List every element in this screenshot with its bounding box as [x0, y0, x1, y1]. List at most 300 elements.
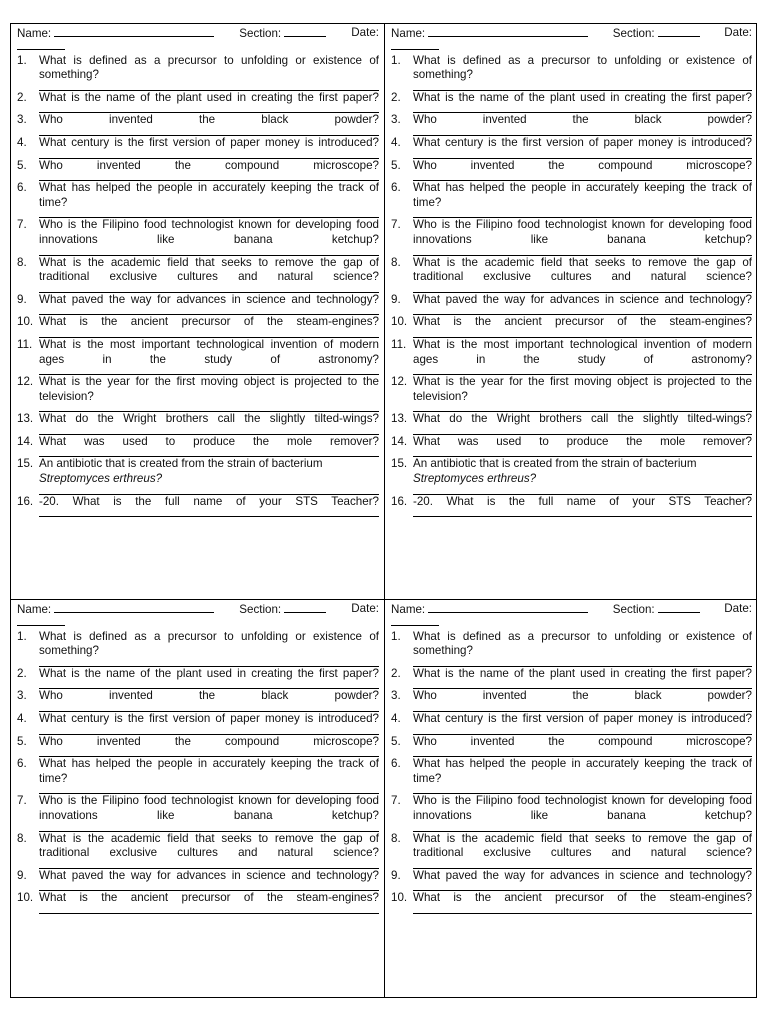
question-item: [391, 435, 752, 458]
name-label: Name:: [17, 603, 52, 616]
answer-line[interactable]: [413, 427, 752, 435]
name-label: Name:: [391, 603, 426, 616]
question-body: [413, 667, 752, 690]
question-number: 16.: [17, 494, 34, 508]
question-item: [391, 757, 752, 794]
question-number: 9.: [391, 868, 401, 882]
question-item: [391, 181, 752, 218]
bacterium-name: Streptomyces erthreus?: [413, 472, 537, 486]
answer-line[interactable]: [39, 906, 379, 914]
answer-line[interactable]: [39, 727, 379, 735]
answer-line[interactable]: [39, 210, 379, 218]
name-field[interactable]: [54, 26, 214, 37]
question-text: What is defined as a precursor to unfolding or existence of something?: [413, 629, 752, 658]
question-item: [17, 315, 379, 338]
question-text: What is the year for the first moving object is projected to the television?: [413, 375, 752, 403]
answer-line[interactable]: [413, 367, 752, 375]
question-text: What paved the way for advances in science and technology?: [39, 868, 379, 882]
question-number: 5.: [17, 158, 27, 172]
question-item: [17, 181, 379, 218]
answer-line[interactable]: [39, 749, 379, 757]
question-number: 3.: [17, 689, 27, 703]
question-body: [413, 689, 752, 712]
question-number: 2.: [391, 90, 401, 104]
question-body: [413, 315, 752, 338]
section-field[interactable]: [284, 602, 326, 613]
section-field[interactable]: [658, 26, 700, 37]
answer-line[interactable]: [39, 128, 379, 136]
question-item: [17, 757, 379, 794]
question-body: [39, 293, 379, 316]
question-number: 1.: [391, 629, 401, 643]
date-field[interactable]: [17, 618, 65, 626]
quiz-copy-bottom-left: [11, 599, 384, 997]
section-block: [239, 602, 326, 618]
question-item: [391, 495, 752, 518]
answer-line[interactable]: [39, 105, 379, 113]
question-body: [413, 113, 752, 136]
question-number: 12.: [17, 375, 34, 389]
name-field[interactable]: [54, 602, 214, 613]
question-item: [391, 338, 752, 375]
question-text: Who invented the black powder?: [413, 689, 752, 703]
answer-line[interactable]: [39, 704, 379, 712]
question-number: 12.: [391, 375, 408, 389]
quiz-copy: [385, 24, 757, 517]
answer-line[interactable]: [39, 367, 379, 375]
question-text: What has helped the people in accurately keeping the track of time?: [413, 757, 752, 785]
question-body: [39, 735, 379, 758]
question-number: 4.: [17, 135, 27, 149]
answer-line[interactable]: [413, 727, 752, 735]
question-body: [413, 495, 752, 518]
question-body: [39, 375, 379, 412]
answer-line[interactable]: [39, 509, 379, 517]
answer-line[interactable]: [39, 824, 379, 832]
question-number: 3.: [391, 113, 401, 127]
question-text: [413, 457, 752, 486]
question-text: Who invented the compound microscope?: [413, 734, 752, 748]
question-number: 8.: [17, 831, 27, 845]
question-number: 5.: [17, 734, 27, 748]
question-text: What is the most important technological invention of modern ages in the study of astronomy?: [413, 337, 752, 366]
question-text: Who is the Filipino food technologist known for developing food innovations like banana ketchup?: [413, 218, 752, 246]
question-body: [39, 113, 379, 136]
question-body: [39, 136, 379, 159]
question-number: 13.: [391, 412, 408, 426]
question-body: [39, 794, 379, 831]
question-body: [39, 315, 379, 338]
question-item: [391, 712, 752, 735]
question-text: What is the name of the plant used in creating the first paper?: [39, 90, 379, 104]
question-item: [391, 136, 752, 159]
question-item: [391, 667, 752, 690]
question-body: [413, 256, 752, 293]
question-number: 3.: [391, 689, 401, 703]
question-item: [17, 412, 379, 435]
question-item: [17, 54, 379, 91]
question-text-main: An antibiotic that is created from the strain of bacterium: [39, 457, 323, 471]
quiz-copy: [11, 24, 384, 517]
question-text: What paved the way for advances in science and technology?: [413, 868, 752, 882]
question-text: What century is the first version of paper money is introduced?: [39, 135, 379, 149]
question-item: [391, 891, 752, 914]
question-text: What is the ancient precursor of the steam-engines?: [39, 315, 379, 329]
question-item: [17, 891, 379, 914]
question-number: 9.: [391, 292, 401, 306]
question-number: 4.: [391, 711, 401, 725]
question-text: What do the Wright brothers call the slightly tilted-wings?: [39, 412, 379, 426]
question-text: [39, 457, 379, 486]
name-block: [17, 602, 214, 618]
quiz-sheet: [10, 23, 757, 998]
question-text: What is the name of the plant used in creating the first paper?: [39, 666, 379, 680]
question-body: [413, 91, 752, 114]
question-text: What century is the first version of paper money is introduced?: [413, 711, 752, 725]
question-item: [391, 315, 752, 338]
question-body: [39, 181, 379, 218]
question-number: 7.: [391, 218, 401, 232]
question-body: [413, 735, 752, 758]
answer-line[interactable]: [39, 285, 379, 293]
section-block: [613, 26, 700, 42]
date-field[interactable]: [391, 618, 439, 626]
question-text: What do the Wright brothers call the slightly tilted-wings?: [413, 412, 752, 426]
answer-line[interactable]: [413, 883, 752, 891]
question-number: 10.: [391, 891, 408, 905]
question-text: What century is the first version of paper money is introduced?: [39, 711, 379, 725]
question-number: 10.: [17, 891, 34, 905]
question-body: [413, 412, 752, 435]
question-body: [413, 136, 752, 159]
question-item: [391, 869, 752, 892]
question-item: [17, 869, 379, 892]
question-item: [391, 54, 752, 91]
question-body: [39, 412, 379, 435]
answer-line[interactable]: [413, 210, 752, 218]
question-list: [391, 54, 752, 518]
question-item: [391, 218, 752, 255]
question-number: 1.: [17, 629, 27, 643]
answer-line[interactable]: [413, 330, 752, 338]
answer-line[interactable]: [413, 105, 752, 113]
question-text: Who invented the black powder?: [413, 113, 752, 127]
question-text: What paved the way for advances in science and technology?: [39, 292, 379, 306]
question-number: 13.: [17, 412, 34, 426]
question-item: [17, 495, 379, 518]
answer-line[interactable]: [413, 659, 752, 667]
answer-line[interactable]: [39, 861, 379, 869]
question-number: 11.: [391, 337, 407, 351]
question-body: [39, 891, 379, 914]
answer-line[interactable]: [39, 404, 379, 412]
question-text: What is the ancient precursor of the steam-engines?: [39, 891, 379, 905]
date-label: Date:: [351, 26, 379, 39]
name-block: [17, 26, 214, 42]
student-header: [17, 26, 379, 42]
answer-line[interactable]: [413, 906, 752, 914]
question-item: [391, 832, 752, 869]
question-text: Who invented the compound microscope?: [413, 158, 752, 172]
answer-line[interactable]: [413, 128, 752, 136]
question-number: 8.: [17, 255, 27, 269]
question-number: 15.: [17, 457, 34, 471]
question-list: [17, 54, 379, 518]
question-text: What has helped the people in accurately keeping the track of time?: [413, 181, 752, 209]
answer-line[interactable]: [413, 173, 752, 181]
name-field[interactable]: [428, 602, 588, 613]
quiz-copy: [11, 600, 384, 914]
answer-line[interactable]: [413, 681, 752, 689]
quiz-copy-top-left: [11, 24, 384, 599]
section-label: Section:: [239, 27, 282, 40]
question-item: [391, 412, 752, 435]
question-item: [391, 293, 752, 316]
question-body: [413, 630, 752, 667]
question-number: 6.: [17, 757, 27, 771]
question-number: 1.: [391, 53, 401, 67]
question-text-main: An antibiotic that is created from the strain of bacterium: [413, 457, 697, 471]
question-body: [413, 435, 752, 458]
answer-line[interactable]: [413, 307, 752, 315]
quiz-copy: [385, 600, 757, 914]
question-text: What is the academic field that seeks to remove the gap of traditional exclusive cultures and natural science?: [39, 831, 379, 860]
answer-line[interactable]: [39, 883, 379, 891]
question-number: 10.: [391, 315, 408, 329]
question-body: [413, 218, 752, 255]
question-body: [413, 869, 752, 892]
question-number: 14.: [391, 434, 408, 448]
question-number: 5.: [391, 734, 401, 748]
name-label: Name:: [17, 27, 52, 40]
question-text: Who invented the black powder?: [39, 113, 379, 127]
question-item: [17, 832, 379, 869]
question-body: [39, 689, 379, 712]
question-body: [39, 869, 379, 892]
section-label: Section:: [612, 603, 655, 616]
question-text: Who is the Filipino food technologist known for developing food innovations like banana ketchup?: [39, 218, 379, 246]
answer-line[interactable]: [413, 449, 752, 457]
question-number: 8.: [391, 255, 401, 269]
student-header: [17, 602, 379, 618]
question-number: 9.: [17, 292, 27, 306]
quiz-copy-bottom-right: [384, 599, 757, 997]
question-item: [17, 630, 379, 667]
answer-line[interactable]: [39, 487, 379, 495]
section-field[interactable]: [284, 26, 326, 37]
question-item: [391, 735, 752, 758]
question-number: 14.: [17, 434, 34, 448]
date-label: Date:: [724, 26, 752, 39]
question-number: 4.: [391, 135, 401, 149]
answer-line[interactable]: [413, 824, 752, 832]
name-block: [391, 26, 588, 42]
answer-line[interactable]: [413, 404, 752, 412]
question-body: [413, 375, 752, 412]
name-field[interactable]: [428, 26, 588, 37]
question-body: [39, 218, 379, 255]
section-block: [613, 602, 700, 618]
question-number: 7.: [391, 794, 401, 808]
question-item: [391, 375, 752, 412]
question-text: What is the academic field that seeks to remove the gap of traditional exclusive cultures and natural science?: [413, 831, 752, 860]
answer-line[interactable]: [39, 659, 379, 667]
question-item: [17, 256, 379, 293]
answer-line[interactable]: [413, 83, 752, 91]
question-text: What is the ancient precursor of the steam-engines?: [413, 891, 752, 905]
question-item: [17, 457, 379, 494]
answer-line[interactable]: [39, 330, 379, 338]
answer-line[interactable]: [413, 248, 752, 256]
question-body: [413, 181, 752, 218]
question-text: What is the ancient precursor of the steam-engines?: [413, 315, 752, 329]
question-number: 2.: [17, 666, 27, 680]
question-text: What is the academic field that seeks to remove the gap of traditional exclusive cultures and natural science?: [413, 255, 752, 284]
answer-line[interactable]: [39, 151, 379, 159]
answer-line[interactable]: [413, 786, 752, 794]
answer-line[interactable]: [39, 83, 379, 91]
question-number: 6.: [391, 181, 401, 195]
name-label: Name:: [391, 27, 426, 40]
question-body: [413, 457, 752, 494]
question-item: [17, 375, 379, 412]
date-field[interactable]: [391, 42, 439, 50]
question-item: [17, 435, 379, 458]
section-field[interactable]: [658, 602, 700, 613]
question-item: [391, 159, 752, 182]
question-item: [17, 159, 379, 182]
question-body: [413, 54, 752, 91]
answer-line[interactable]: [39, 307, 379, 315]
question-body: [39, 159, 379, 182]
question-item: [17, 91, 379, 114]
answer-line[interactable]: [39, 681, 379, 689]
question-text: What is the academic field that seeks to remove the gap of traditional exclusive cultures and natural science?: [39, 255, 379, 284]
question-item: [391, 457, 752, 494]
question-text: Who invented the compound microscope?: [39, 734, 379, 748]
question-body: [39, 338, 379, 375]
question-text: What is defined as a precursor to unfolding or existence of something?: [39, 53, 379, 82]
question-list: [17, 630, 379, 914]
question-body: [39, 54, 379, 91]
question-item: [391, 91, 752, 114]
question-item: [17, 293, 379, 316]
question-text: What is the year for the first moving object is projected to the television?: [39, 375, 379, 403]
question-text: What century is the first version of paper money is introduced?: [413, 135, 752, 149]
question-body: [413, 159, 752, 182]
question-body: [39, 712, 379, 735]
question-text: -20. What is the full name of your STS Teacher?: [39, 494, 379, 508]
question-text: What was used to produce the mole remover?: [39, 434, 379, 448]
question-body: [413, 832, 752, 869]
question-body: [39, 435, 379, 458]
question-text: What is the name of the plant used in creating the first paper?: [413, 666, 752, 680]
question-body: [413, 794, 752, 831]
question-body: [39, 457, 379, 494]
question-number: 15.: [391, 457, 408, 471]
question-item: [391, 794, 752, 831]
question-list: [391, 630, 752, 914]
question-number: 11.: [17, 337, 33, 351]
question-number: 6.: [17, 181, 27, 195]
answer-line[interactable]: [39, 173, 379, 181]
question-body: [39, 91, 379, 114]
date-label: Date:: [724, 602, 752, 615]
question-text: What has helped the people in accurately keeping the track of time?: [39, 181, 379, 209]
question-text: Who is the Filipino food technologist known for developing food innovations like banana ketchup?: [39, 794, 379, 822]
question-item: [17, 113, 379, 136]
answer-line[interactable]: [413, 285, 752, 293]
answer-line[interactable]: [39, 427, 379, 435]
name-block: [391, 602, 588, 618]
answer-line[interactable]: [39, 449, 379, 457]
question-text: Who invented the black powder?: [39, 689, 379, 703]
question-body: [39, 667, 379, 690]
question-number: 16.: [391, 494, 408, 508]
question-number: 1.: [17, 53, 27, 67]
answer-line[interactable]: [413, 487, 752, 495]
question-item: [391, 113, 752, 136]
answer-line[interactable]: [413, 151, 752, 159]
question-body: [413, 712, 752, 735]
section-label: Section:: [239, 603, 282, 616]
question-item: [17, 136, 379, 159]
answer-line[interactable]: [413, 749, 752, 757]
question-number: 2.: [17, 90, 27, 104]
question-number: 3.: [17, 113, 27, 127]
question-number: 6.: [391, 757, 401, 771]
question-number: 9.: [17, 868, 27, 882]
question-number: 7.: [17, 794, 27, 808]
question-item: [17, 794, 379, 831]
question-number: 4.: [17, 711, 27, 725]
answer-line[interactable]: [39, 786, 379, 794]
question-body: [413, 338, 752, 375]
question-body: [413, 293, 752, 316]
question-item: [391, 689, 752, 712]
question-body: [39, 832, 379, 869]
student-header: [391, 602, 752, 618]
question-text: -20. What is the full name of your STS Teacher?: [413, 494, 752, 508]
question-body: [39, 256, 379, 293]
question-item: [17, 735, 379, 758]
question-item: [17, 667, 379, 690]
question-text: What was used to produce the mole remover?: [413, 434, 752, 448]
question-body: [413, 891, 752, 914]
section-block: [239, 26, 326, 42]
question-item: [391, 256, 752, 293]
answer-line[interactable]: [413, 509, 752, 517]
question-text: What is the most important technological invention of modern ages in the study of astronomy?: [39, 337, 379, 366]
answer-line[interactable]: [413, 704, 752, 712]
question-body: [39, 495, 379, 518]
date-field[interactable]: [17, 42, 65, 50]
question-number: 5.: [391, 158, 401, 172]
question-text: What is defined as a precursor to unfolding or existence of something?: [413, 53, 752, 82]
question-number: 8.: [391, 831, 401, 845]
answer-line[interactable]: [39, 248, 379, 256]
question-text: What paved the way for advances in science and technology?: [413, 292, 752, 306]
question-text: What is the name of the plant used in creating the first paper?: [413, 90, 752, 104]
question-body: [39, 630, 379, 667]
question-item: [391, 630, 752, 667]
student-header: [391, 26, 752, 42]
date-label: Date:: [351, 602, 379, 615]
question-text: Who is the Filipino food technologist known for developing food innovations like banana ketchup?: [413, 794, 752, 822]
answer-line[interactable]: [413, 861, 752, 869]
question-text: What is defined as a precursor to unfolding or existence of something?: [39, 629, 379, 658]
bacterium-name: Streptomyces erthreus?: [39, 472, 163, 486]
